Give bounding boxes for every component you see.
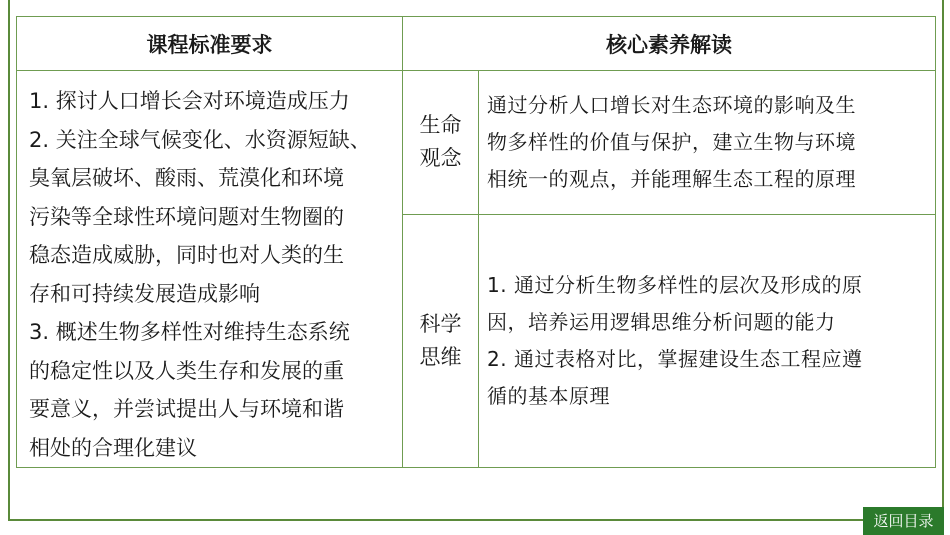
label-text: 思维 xyxy=(419,344,462,369)
content-line: 物多样性的价值与保护，建立生物与环境 xyxy=(487,129,856,154)
requirement-line: 要意义，并尝试提出人与环境和谐 xyxy=(29,397,344,421)
return-to-contents-button[interactable]: 返回目录 xyxy=(863,507,944,535)
requirement-line: 的稳定性以及人类生存和发展的重 xyxy=(29,358,344,383)
requirement-line: 存和可持续发展造成影响 xyxy=(29,281,260,306)
label-text: 科学 xyxy=(419,311,462,336)
requirement-line: 臭氧层破坏、酸雨、荒漠化和环境 xyxy=(29,166,344,190)
requirement-line: 1. 探讨人口增长会对环境造成压力 xyxy=(29,89,350,113)
content-line: 相统一的观点，并能理解生态工程的原理 xyxy=(487,166,856,191)
life-concept-content xyxy=(479,71,936,215)
label-life-concept xyxy=(403,71,479,215)
content-line: 2. 通过表格对比，掌握建设生态工程应遵 xyxy=(487,346,863,371)
content-line: 循的基本原理 xyxy=(487,383,610,408)
curriculum-requirements-cell xyxy=(17,71,403,468)
header-core-literacy: 核心素养解读 xyxy=(403,17,936,71)
requirement-line: 稳态造成威胁，同时也对人类的生 xyxy=(29,243,344,267)
requirement-line: 3. 概述生物多样性对维持生态系统 xyxy=(29,320,350,344)
table-header-row xyxy=(17,17,936,71)
content-line: 1. 通过分析生物多样性的层次及形成的原 xyxy=(487,272,863,297)
curriculum-table xyxy=(16,16,936,468)
table-row xyxy=(17,71,936,215)
label-scientific-thinking xyxy=(403,214,479,467)
scientific-thinking-content xyxy=(479,214,936,467)
content-line: 因，培养运用逻辑思维分析问题的能力 xyxy=(487,309,836,334)
label-text: 观念 xyxy=(419,146,462,171)
requirement-line: 污染等全球性环境问题对生物圈的 xyxy=(29,204,344,229)
content-line: 通过分析人口增长对生态环境的影响及生 xyxy=(487,92,856,117)
requirement-line: 相处的合理化建议 xyxy=(29,435,197,460)
requirement-line: 2. 关注全球气候变化、水资源短缺、 xyxy=(29,127,371,152)
label-text: 生命 xyxy=(419,113,462,138)
header-curriculum-standard: 课程标准要求 xyxy=(17,17,403,71)
